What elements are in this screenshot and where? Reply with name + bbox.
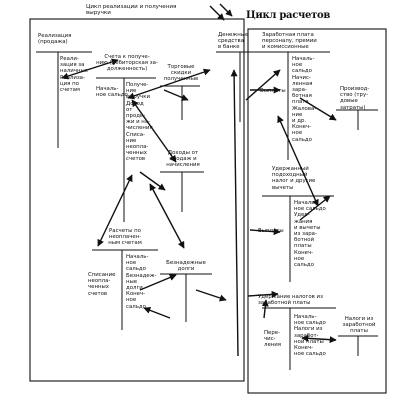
sales-income-title: Доходы от продаж и начисления — [166, 150, 200, 169]
withholding-credit: Началь- ное сальдо Удер- жания и вычеты из зара- ботной платы Конеч- ное сальдо — [294, 200, 326, 269]
realization-entries: Реали- зация за наличные Реализа- ция по счетам — [60, 56, 89, 94]
cash-t-account — [216, 52, 262, 122]
payroll-credit: Началь- ное сальдо Начис- ленная зара- ботная плата Жалова- ние и др. Конеч- ное сальдо — [292, 56, 317, 143]
receivables-credit: Получе- ние выручки Доход от проди- жи и на- числения Списа- ние неопла- ченных счетов — [126, 82, 153, 163]
salary-taxes-title: Налоги из заработной платы — [342, 316, 376, 335]
payroll-taxes-title: Удержание налогов из заработной платы — [258, 294, 323, 307]
production-costs-title: Производ- ство (тру- довые затраты) — [340, 86, 370, 111]
realization-title: Реализация (продажа) — [38, 33, 72, 46]
bad-debt-settlements-debit: Списание неопла- ченных счетов — [88, 272, 116, 297]
payroll-debit: Выплаты — [260, 88, 286, 94]
withholding-debit: Выплаты — [258, 228, 284, 234]
payroll-taxes-debit: Пере- чис- ления — [264, 330, 282, 349]
trade-discounts-title: Торговые скидки полученные — [163, 64, 199, 83]
bad-debts-t-account — [160, 274, 212, 322]
bad-debt-settlements-credit: Началь- ное сальдо Безнадеж- ные долги Конеч- ное сальдо — [126, 254, 157, 310]
bad-debts-title: Безнадежные долги — [166, 260, 206, 273]
payroll-taxes-credit: Началь- ное сальдо Налоги из заработ- ной платы Конеч- ное сальдо — [294, 314, 326, 358]
receivables-title: Счета к получе- нию (дебиторская за- долженность) — [96, 54, 158, 73]
production-costs-t-account — [336, 110, 378, 130]
right-cycle-title: Цикл расчетов — [246, 10, 330, 21]
sales-income-t-account — [160, 172, 204, 212]
left-cycle-title: Цикл реализации и получения выручки — [86, 4, 177, 17]
cash-title: Денежные средства в банке — [218, 32, 249, 51]
receivables-debit: Началь- ное сальдо — [96, 86, 128, 99]
withholding-title: Удержанный подоходный налог и другие вычеты — [272, 166, 316, 191]
bad-debt-settlements-title: Расчеты по неоплачен- ным счетам — [108, 228, 142, 247]
payroll-title: Заработная плата персоналу, премии и комиссионные — [262, 32, 317, 51]
salary-taxes-t-account — [338, 336, 378, 356]
